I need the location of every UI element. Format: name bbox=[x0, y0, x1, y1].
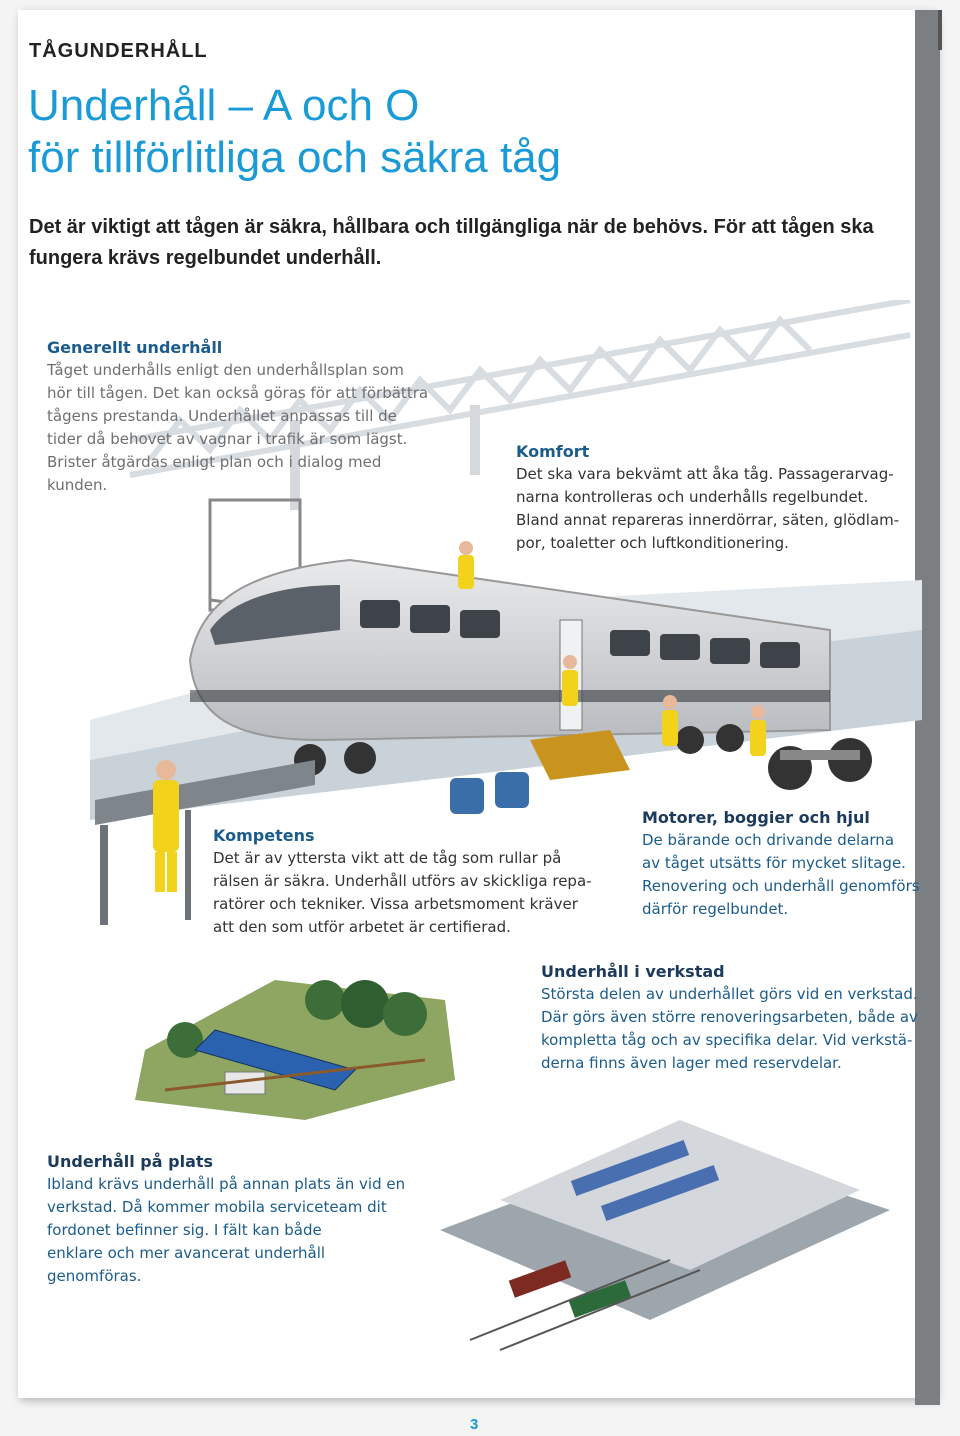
body-line: verkstad. Då kommer mobila serviceteam dit bbox=[47, 1198, 387, 1216]
body-line: att den som utför arbetet är certifierad. bbox=[213, 918, 511, 936]
section-heading: Komfort bbox=[516, 442, 590, 461]
body-line: därför regelbundet. bbox=[642, 900, 789, 918]
body-line: Det är av yttersta vikt att de tåg som rullar på bbox=[213, 849, 562, 867]
section-body bbox=[47, 359, 467, 497]
body-line: Där görs även större renoveringsarbeten, både av bbox=[541, 1008, 918, 1026]
section-verkstad bbox=[541, 962, 931, 1075]
section-motorer bbox=[642, 808, 932, 921]
body-line: Tåget underhålls enligt den underhållsplan som bbox=[47, 361, 404, 379]
body-line: Ibland krävs underhåll på annan plats än vid en bbox=[47, 1175, 406, 1193]
body-line: kunden. bbox=[47, 476, 108, 494]
body-line: tider då behovet av vagnar i trafik är som lägst. bbox=[47, 430, 408, 448]
section-body bbox=[213, 847, 613, 939]
body-line: hör till tågen. Det kan också göras för att förbättra bbox=[47, 384, 429, 402]
section-heading: Generellt underhåll bbox=[47, 338, 223, 357]
body-line: tågens prestanda. Underhållet anpassas till de bbox=[47, 407, 397, 425]
section-komfort bbox=[516, 442, 926, 555]
body-line: Bland annat repareras innerdörrar, säten, glödlam- bbox=[516, 511, 900, 529]
body-line: kompletta tåg och av specifika delar. Vid verkstä- bbox=[541, 1031, 913, 1049]
body-line: genomföras. bbox=[47, 1267, 142, 1285]
section-heading: Kompetens bbox=[213, 826, 315, 845]
body-line: fordonet befinner sig. I fält kan både bbox=[47, 1221, 322, 1239]
body-line: Det ska vara bekvämt att åka tåg. Passagerarvag- bbox=[516, 465, 894, 483]
section-plats bbox=[47, 1152, 437, 1288]
body-line: por, toaletter och luftkonditionering. bbox=[516, 534, 789, 552]
page-title bbox=[28, 80, 748, 184]
title-line-2: för tillförlitliga och säkra tåg bbox=[28, 133, 562, 182]
body-line: enklare och mer avancerat underhåll bbox=[47, 1244, 326, 1262]
section-body bbox=[516, 463, 926, 555]
field-maintenance-illustration bbox=[125, 960, 465, 1120]
section-body bbox=[47, 1173, 437, 1288]
section-kompetens bbox=[213, 826, 613, 939]
body-line: rälsen är säkra. Underhåll utförs av skickliga repa- bbox=[213, 872, 592, 890]
body-line: Brister åtgärdas enligt plan och i dialog med bbox=[47, 453, 382, 471]
section-kicker: TÅGUNDERHÅLL bbox=[29, 40, 208, 62]
body-line: Renovering och underhåll genomförs bbox=[642, 877, 920, 895]
body-line: derna finns även lager med reservdelar. bbox=[541, 1054, 842, 1072]
workshop-illustration bbox=[440, 1080, 890, 1380]
section-body bbox=[642, 829, 932, 921]
title-line-1: Underhåll – A och O bbox=[28, 81, 420, 130]
body-line: av tåget utsätts för mycket slitage. bbox=[642, 854, 906, 872]
page-edge-tab bbox=[938, 10, 942, 50]
section-heading: Underhåll i verkstad bbox=[541, 962, 725, 981]
section-body bbox=[541, 983, 931, 1075]
body-line: Största delen av underhållet görs vid en verkstad. bbox=[541, 985, 918, 1003]
section-generellt bbox=[47, 338, 467, 497]
body-line: narna kontrolleras och underhålls regelbundet. bbox=[516, 488, 869, 506]
section-heading: Underhåll på plats bbox=[47, 1152, 214, 1171]
lead-paragraph: Det är viktigt att tågen är säkra, hållbara och tillgängliga när de behövs. För att tågen ska fungera krävs regelbundet underhåll. bbox=[29, 216, 874, 269]
body-line: De bärande och drivande delarna bbox=[642, 831, 895, 849]
section-heading: Motorer, boggier och hjul bbox=[642, 808, 870, 827]
page-number: 3 bbox=[470, 1416, 479, 1433]
body-line: ratörer och tekniker. Vissa arbetsmoment kräver bbox=[213, 895, 578, 913]
